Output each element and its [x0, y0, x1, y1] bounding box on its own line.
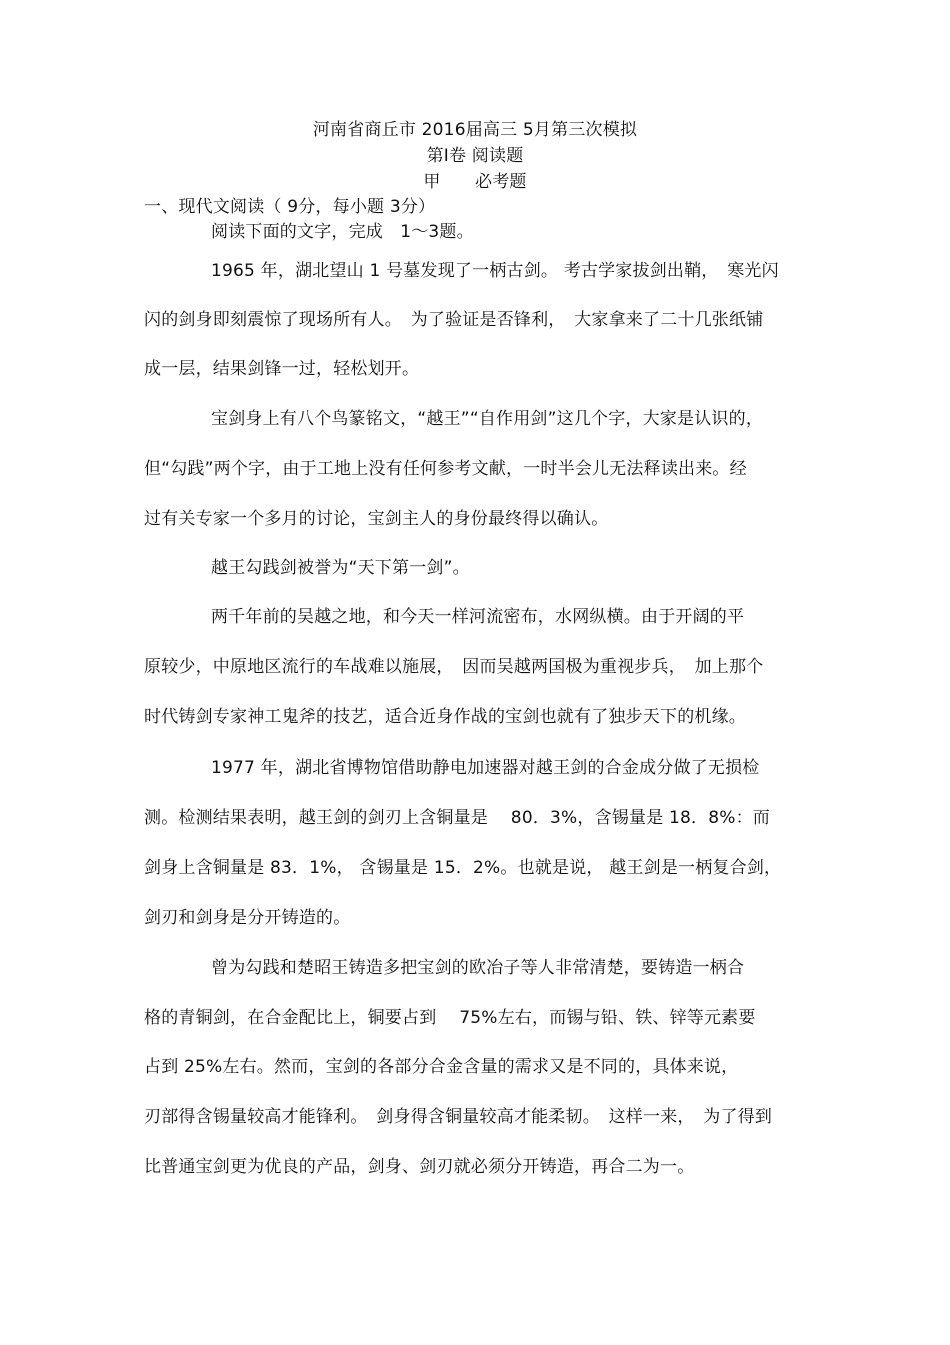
passage-line: 1977 年，湖北省博物馆借助静电加速器对越王剑的合金成分做了无损检 — [211, 758, 760, 778]
passage-line: 曾为勾践和楚昭王铸造多把宝剑的欧冶子等人非常清楚，要铸造一柄合 — [211, 958, 745, 978]
document-title: 河南省商丘市 2016届高三 5月第三次模拟 — [312, 120, 638, 140]
passage-line: 格的青铜剑，在合金配比上，铜要占到 75%左右，而锡与铅、铁、锌等元素要 — [144, 1008, 756, 1028]
reading-instruction: 阅读下面的文字，完成 1～3题。 — [211, 222, 474, 242]
passage-line: 时代铸剑专家神工鬼斧的技艺，适合近身作战的宝剑也就有了独步天下的机缘。 — [144, 707, 746, 727]
passage-line: 占到 25%左右。然而，宝剑的各部分合金含量的需求又是不同的，具体来说， — [144, 1057, 739, 1077]
part-heading: 甲 必考题 — [423, 172, 527, 192]
section-heading: 一、现代文阅读（ 9分，每小题 3分） — [144, 197, 436, 217]
passage-line: 成一层，结果剑锋一过，轻松划开。 — [144, 359, 420, 379]
passage-line: 剑身上含铜量是 83．1%， 含锡量是 15．2%。也就是说， 越王剑是一柄复合剑， — [144, 858, 782, 878]
passage-line: 两千年前的吴越之地，和今天一样河流密布，水网纵横。由于开阔的平 — [211, 607, 745, 627]
volume-heading: 第Ⅰ卷 阅读题 — [426, 146, 524, 166]
passage-line: 越王勾践剑被誉为“天下第一剑”。 — [211, 558, 470, 578]
passage-line: 原较少，中原地区流行的车战难以施展， 因而吴越两国极为重视步兵， 加上那个 — [144, 657, 764, 677]
passage-line: 宝剑身上有八个鸟篆铭文，“越王”“自作用剑”这几个字，大家是认识的， — [211, 409, 764, 429]
passage-line: 过有关专家一个多月的讨论，宝剑主人的身份最终得以确认。 — [144, 509, 609, 529]
passage-line: 1965 年，湖北望山 1 号墓发现了一柄古剑。 考古学家拔剑出鞘， 寒光闪 — [211, 261, 779, 281]
passage-line: 剑刃和剑身是分开铸造的。 — [144, 908, 351, 928]
passage-line: 比普通宝剑更为优良的产品，剑身、剑刃就必须分开铸造，再合二为一。 — [144, 1157, 695, 1177]
passage-line: 闪的剑身即刻震惊了现场所有人。 为了验证是否锋利， 大家拿来了二十几张纸铺 — [144, 310, 764, 330]
passage-line: 测。检测结果表明，越王剑的剑刃上含铜量是 80．3%，含锡量是 18．8%：而 — [144, 808, 771, 828]
passage-line: 但“勾践”两个字，由于工地上没有任何参考文献，一时半会儿无法释读出来。经 — [144, 459, 747, 479]
passage-line: 刃部得含锡量较高才能锋利。 剑身得含铜量较高才能柔韧。 这样一来， 为了得到 — [144, 1107, 773, 1127]
